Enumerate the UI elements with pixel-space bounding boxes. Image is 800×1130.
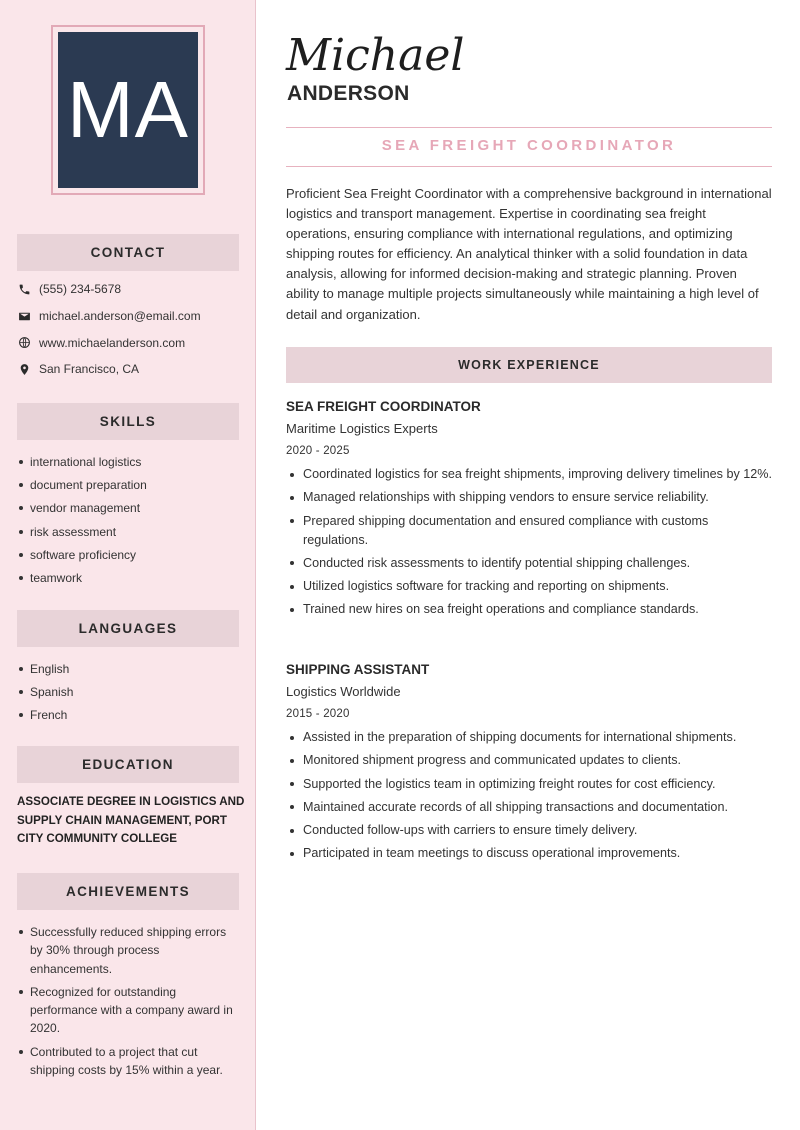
list-item: Coordinated logistics for sea freight shipments, improving delivery timelines by 12%.: [286, 465, 772, 484]
contact-list: [17, 276, 247, 383]
list-item: Supported the logistics team in optimizing freight routes for cost efficiency.: [286, 775, 772, 794]
last-name: ANDERSON: [287, 82, 410, 105]
list-item: Monitored shipment progress and communicated updates to clients.: [286, 751, 772, 770]
education-entry: ASSOCIATE DEGREE IN LOGISTICS AND SUPPLY CHAIN MANAGEMENT, PORT CITY COMMUNITY COLLEGE: [17, 795, 245, 845]
list-item: software proficiency: [17, 547, 242, 570]
skills-heading: SKILLS: [17, 403, 239, 440]
contact-heading: CONTACT: [17, 234, 239, 271]
title-rule-top: [286, 127, 772, 128]
achievements-list: [17, 923, 242, 1084]
location-text: San Francisco, CA: [39, 362, 140, 377]
list-item: Utilized logistics software for tracking and reporting on shipments.: [286, 577, 772, 596]
list-item: Participated in team meetings to discuss operational improvements.: [286, 844, 772, 863]
list-item: Recognized for outstanding performance with a company award in 2020.: [17, 983, 242, 1038]
work-experience-heading: WORK EXPERIENCE: [286, 347, 772, 383]
job-bullet-list: [286, 465, 772, 619]
languages-list: [17, 661, 242, 731]
list-item: Successfully reduced shipping errors by 30% through process enhancements.: [17, 923, 242, 978]
job-role: SHIPPING ASSISTANT: [286, 662, 430, 677]
contact-website: [17, 329, 247, 356]
summary: Proficient Sea Freight Coordinator with a comprehensive background in international logistics and transport management. Expertise in coordinating sea freight operations, ensuring compliance with international regulations, and optimizing shipping routes for efficiency. An analytical thinker with a solid foundation in data analysis, allowing for informed decision-making and strategic planning. Proven ability to manage multiple projects simultaneously while maintaining a high level of detail and organization.: [286, 186, 772, 322]
list-item: Assisted in the preparation of shipping documents for international shipments.: [286, 728, 772, 747]
contact-phone: [17, 276, 247, 303]
location-pin-icon: [17, 362, 31, 376]
email-text[interactable]: michael.anderson@email.com: [39, 309, 201, 324]
first-name: Michael: [286, 30, 465, 81]
job-bullet-list: [286, 728, 772, 863]
list-item: document preparation: [17, 477, 242, 500]
contact-email: [17, 303, 247, 330]
list-item: international logistics: [17, 454, 242, 477]
list-item: Prepared shipping documentation and ensured compliance with customs regulations.: [286, 512, 772, 550]
globe-icon: [17, 336, 31, 350]
website-text[interactable]: www.michaelanderson.com: [39, 335, 186, 350]
title-rule-bottom: [286, 166, 772, 167]
list-item: English: [17, 661, 242, 684]
job-dates: 2020 - 2025: [286, 445, 350, 457]
phone-icon: [17, 282, 31, 296]
job-role: SEA FREIGHT COORDINATOR: [286, 399, 481, 414]
list-item: French: [17, 707, 242, 730]
list-item: Spanish: [17, 684, 242, 707]
job-dates: 2015 - 2020: [286, 708, 350, 720]
list-item: Conducted risk assessments to identify potential shipping challenges.: [286, 554, 772, 573]
job-entry: [286, 398, 772, 624]
monogram-frame: [51, 25, 205, 195]
achievements-heading: ACHIEVEMENTS: [17, 873, 239, 910]
contact-location: [17, 356, 247, 383]
email-icon: [17, 309, 31, 323]
phone-text[interactable]: (555) 234-5678: [39, 282, 122, 297]
job-entry: [286, 661, 772, 868]
monogram: MA: [58, 32, 198, 188]
list-item: vendor management: [17, 500, 242, 523]
education-heading: EDUCATION: [17, 746, 239, 783]
list-item: risk assessment: [17, 524, 242, 547]
list-item: Conducted follow-ups with carriers to ensure timely delivery.: [286, 821, 772, 840]
list-item: Maintained accurate records of all shipping transactions and documentation.: [286, 798, 772, 817]
languages-heading: LANGUAGES: [17, 610, 239, 647]
job-company: Maritime Logistics Experts: [286, 421, 438, 436]
list-item: Contributed to a project that cut shipping costs by 15% within a year.: [17, 1043, 242, 1080]
list-item: teamwork: [17, 570, 242, 593]
job-company: Logistics Worldwide: [286, 684, 401, 699]
list-item: Managed relationships with shipping vendors to ensure service reliability.: [286, 488, 772, 507]
skills-list: [17, 454, 242, 593]
list-item: Trained new hires on sea freight operations and compliance standards.: [286, 600, 772, 619]
job-title: SEA FREIGHT COORDINATOR: [381, 137, 677, 154]
